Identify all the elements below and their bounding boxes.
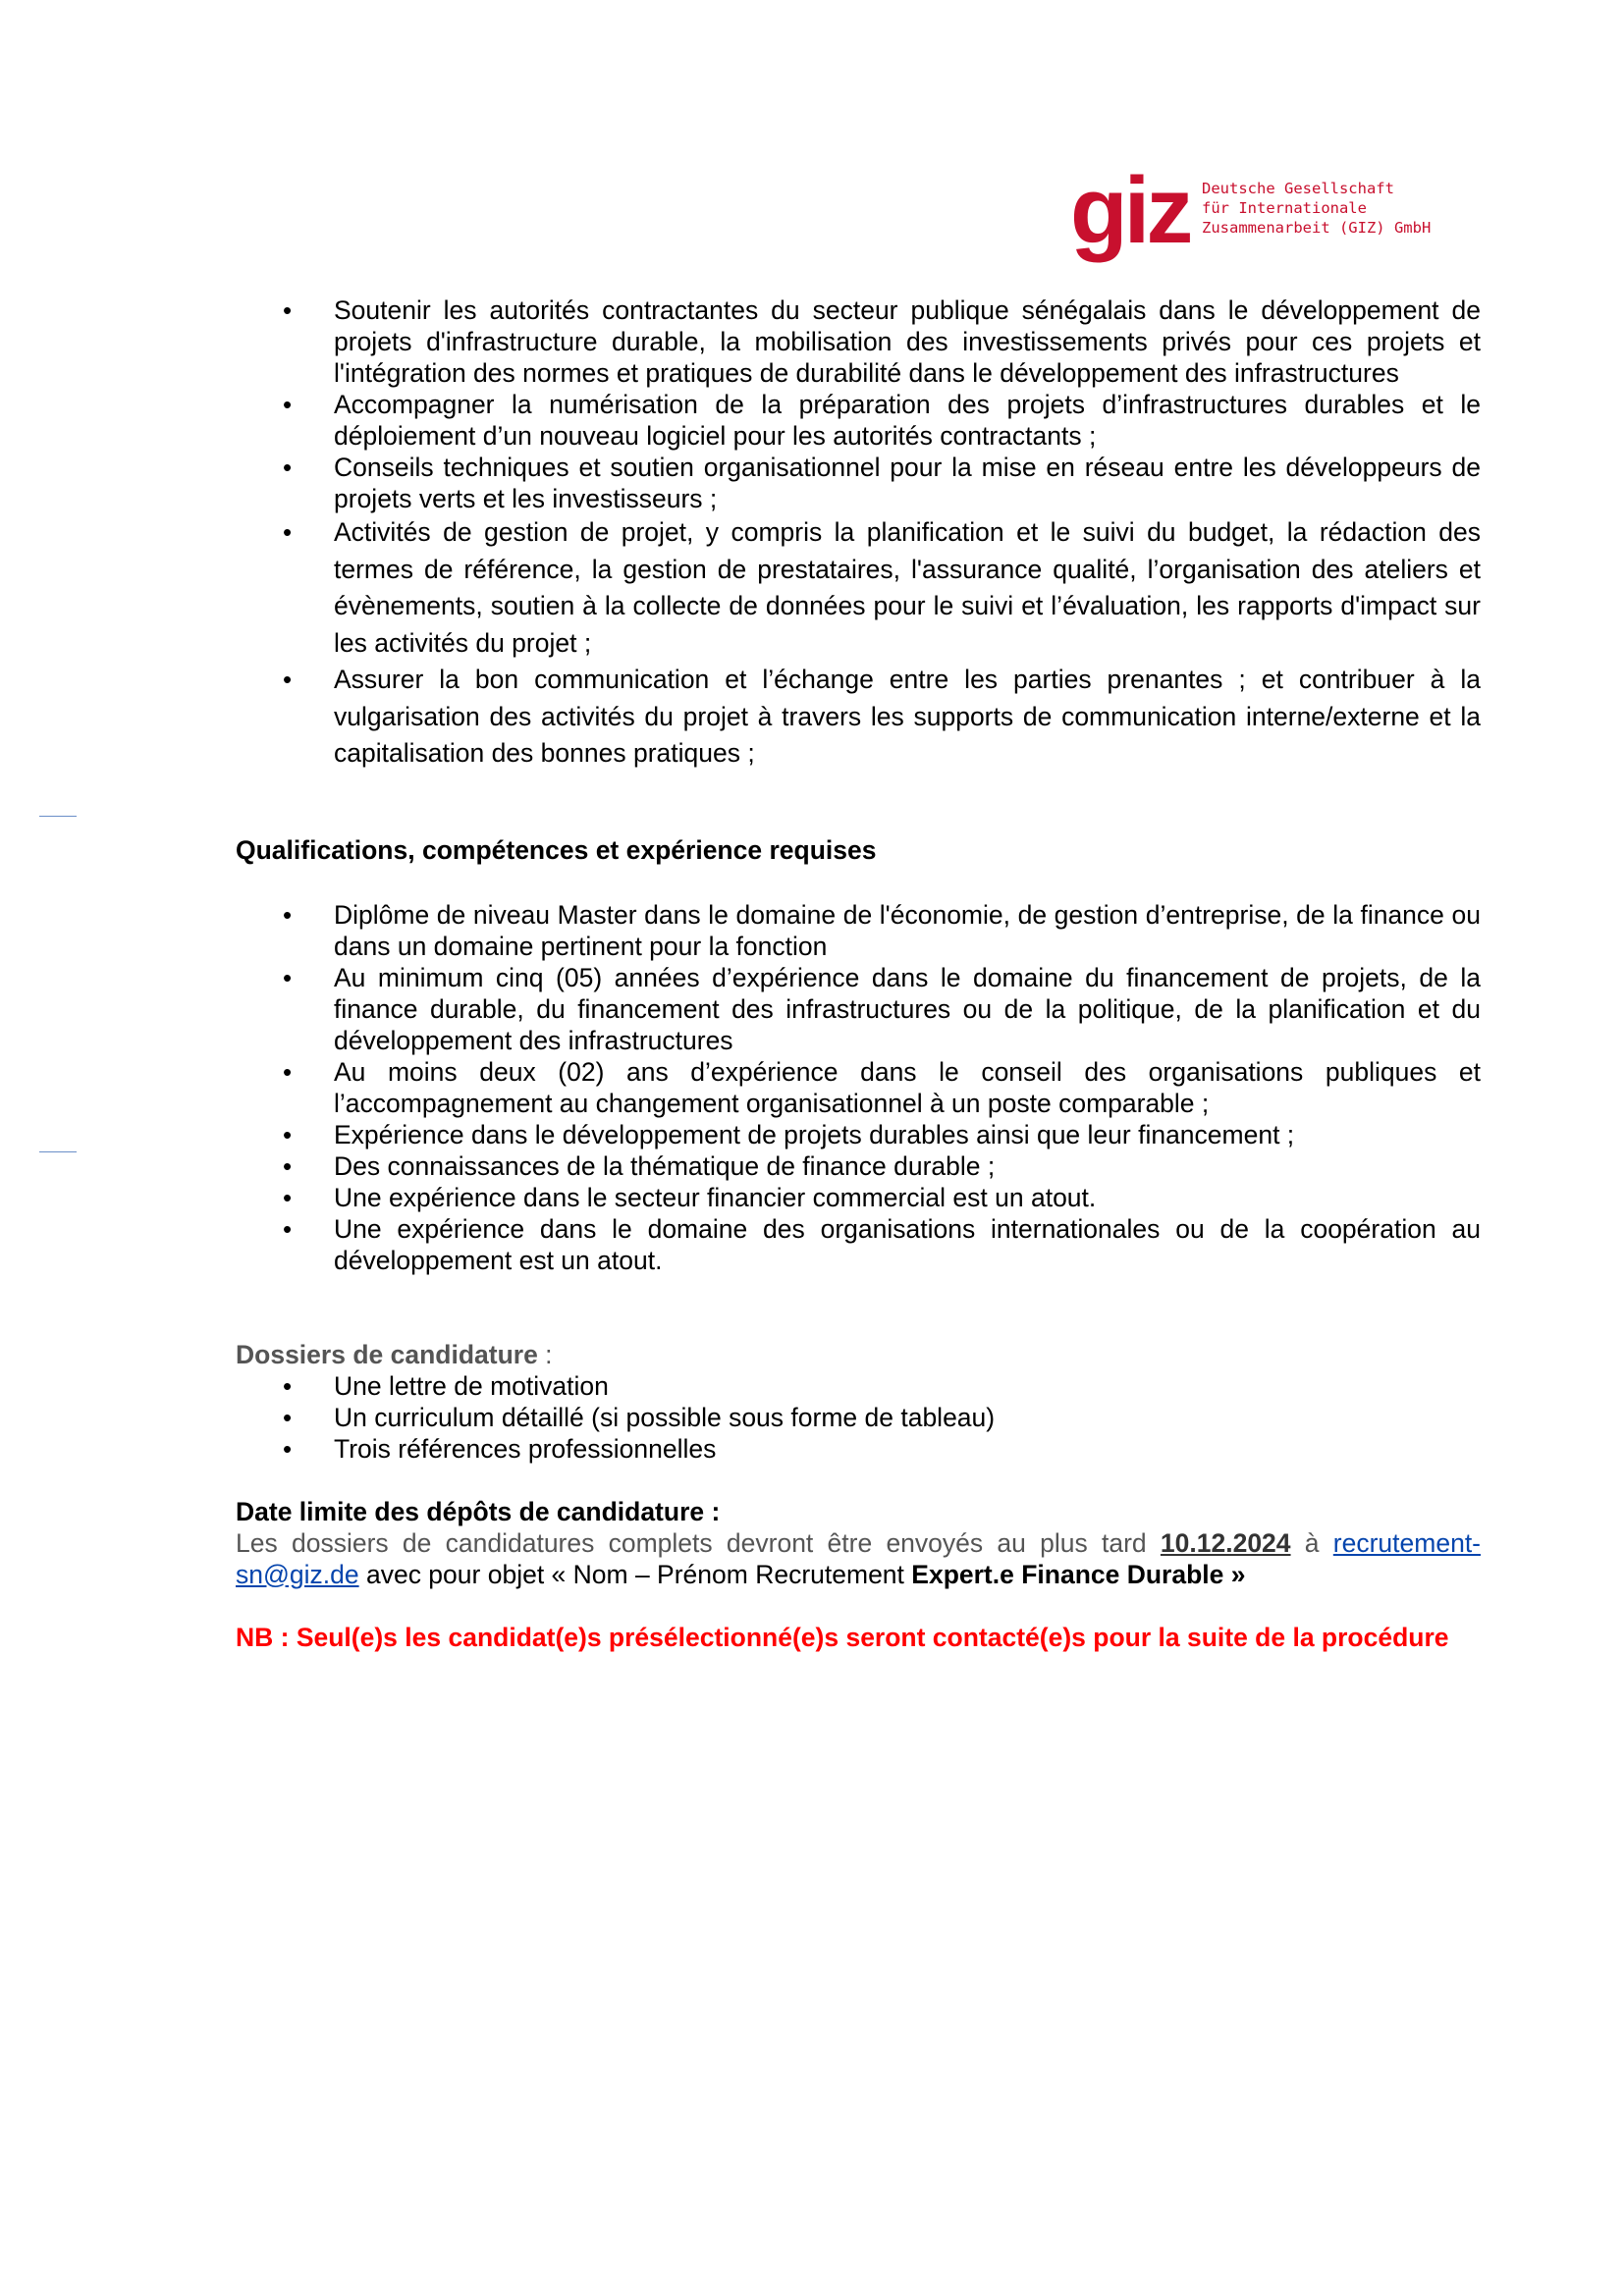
list-item: • Une expérience dans le domaine des organisations internationales ou de la coopération au développement est un atout. — [236, 1213, 1481, 1276]
dossiers-heading-colon: : — [537, 1339, 553, 1369]
deadline-subject: Expert.e Finance Durable » — [911, 1559, 1246, 1589]
dossiers-heading — [236, 1339, 1481, 1370]
logo-line: Deutsche Gesellschaft — [1202, 180, 1394, 197]
qualifications-list — [236, 899, 1481, 1276]
list-item: • Activités de gestion de projet, y compris la planification et le suivi du budget, la rédaction des termes de référence, la gestion de prestataires, l'assurance qualité, l’organisation des ateliers et évènements, soutien à la collecte de données pour le suivi et l’évaluation, les rapports d'impact sur les activités du projet ; — [236, 514, 1481, 662]
deadline-heading: Date limite des dépôts de candidature : — [236, 1496, 721, 1526]
logo-line: für Internationale — [1202, 199, 1367, 217]
nb-note: NB : Seul(e)s les candidat(e)s présélectionné(e)s seront contacté(e)s pour la suite de la procédure — [236, 1622, 1449, 1652]
dossiers-heading-text: Dossiers de candidature — [236, 1339, 538, 1369]
dossiers-list — [236, 1370, 1481, 1465]
list-item: • Des connaissances de la thématique de finance durable ; — [236, 1150, 1481, 1182]
tasks-list-continued — [236, 514, 1481, 773]
deadline-text-before: Les dossiers de candidatures complets devront être envoyés au plus tard — [236, 1527, 1161, 1558]
deadline-date: 10.12.2024 — [1160, 1527, 1291, 1558]
deadline-text-after: avec pour objet « Nom – Prénom Recrutement — [358, 1559, 912, 1589]
qualifications-heading: Qualifications, compétences et expérience requises — [236, 834, 877, 865]
logo-line: Zusammenarbeit (GIZ) GmbH — [1202, 219, 1432, 237]
list-item: • Trois références professionnelles — [236, 1433, 1481, 1465]
deadline-paragraph — [236, 1527, 1481, 1590]
list-item: • Accompagner la numérisation de la préparation des projets d’infrastructures durables et le déploiement d’un nouveau logiciel pour les autorités contractants ; — [236, 389, 1481, 452]
deadline-text-mid: à — [1290, 1527, 1333, 1558]
list-item: • Un curriculum détaillé (si possible sous forme de tableau) — [236, 1402, 1481, 1433]
list-item: • Diplôme de niveau Master dans le domaine de l'économie, de gestion d’entreprise, de la finance ou dans un domaine pertinent pour la fonction — [236, 899, 1481, 962]
document-body — [236, 294, 1481, 1653]
email-link[interactable]: recrutement-sn@giz.de — [236, 1527, 1482, 1589]
list-item: • Une lettre de motivation — [236, 1370, 1481, 1402]
giz-logo-mark: giz — [1070, 158, 1190, 263]
list-item: • Au minimum cinq (05) années d’expérience dans le domaine du financement de projets, de la finance durable, du financement des infrastructures ou de la politique, de la planification et du développement des infrastructures — [236, 962, 1481, 1056]
margin-line — [39, 1151, 77, 1152]
list-item: • Au moins deux (02) ans d’expérience dans le conseil des organisations publiques et l’accompagnement au changement organisationnel à un poste comparable ; — [236, 1056, 1481, 1119]
list-item: • Conseils techniques et soutien organisationnel pour la mise en réseau entre les développeurs de projets verts et les investisseurs ; — [236, 452, 1481, 514]
list-item: • Assurer la bon communication et l’échange entre les parties prenantes ; et contribuer à la vulgarisation des activités du projet à travers les supports de communication interne/externe et la capitalisation des bonnes pratiques ; — [236, 662, 1481, 773]
margin-line — [39, 816, 77, 817]
list-item: • Une expérience dans le secteur financier commercial est un atout. — [236, 1182, 1481, 1213]
giz-logo — [1070, 158, 1443, 265]
list-item: • Expérience dans le développement de projets durables ainsi que leur financement ; — [236, 1119, 1481, 1150]
giz-logo-text — [1202, 179, 1431, 238]
tasks-list — [236, 294, 1481, 514]
list-item: • Soutenir les autorités contractantes du secteur publique sénégalais dans le développement de projets d'infrastructure durable, la mobilisation des investissements privés pour ces projets et l'intégration des normes et pratiques de durabilité dans le développement des infrastructures — [236, 294, 1481, 389]
